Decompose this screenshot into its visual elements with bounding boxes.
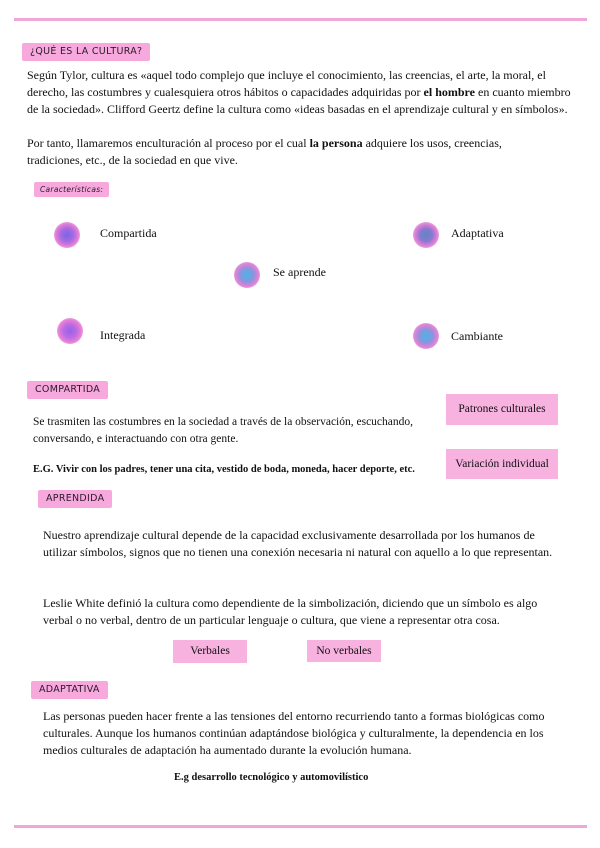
box-verbales: Verbales <box>173 640 247 663</box>
top-rule <box>14 18 587 21</box>
compartida-example: E.G. Vivir con los padres, tener una cita, vestido de boda, moneda, hacer deporte, etc. <box>33 464 415 475</box>
characteristic-se-aprende: Se aprende <box>273 265 326 279</box>
box-patrones-culturales: Patrones culturales <box>446 394 558 425</box>
heading-caracteristicas: Características: <box>34 182 109 197</box>
characteristic-adaptativa: Adaptativa <box>451 226 504 240</box>
compartida-text: Se trasmiten las costumbres en la sociedad a través de la observación, escuchando, conversando, e interactuando con otra gente. <box>33 416 414 445</box>
adaptativa-text: Las personas pueden hacer frente a las tensiones del entorno recurriendo tanto a formas biológicas como culturales. Aunque los humanos continúan adaptándose biológica y culturalmente, la dependencia en los medios culturales de adaptación ha aumentado durante la evolución humana. <box>43 709 545 757</box>
bullet-dot-adaptativa <box>413 222 439 248</box>
intro-p1-text-a: Según Tylor, cultura es «aquel todo complejo que incluye el conocimiento, las creencias, el arte, la moral, el derecho, las costumbres y cualesquiera otros hábitos o capacidades adquiridas por <box>27 68 546 99</box>
bullet-dot-se-aprende <box>234 262 260 288</box>
intro-p2-text-a: Por tanto, llamaremos enculturación al proceso por el cual <box>27 136 310 150</box>
intro-p2-bold: la persona <box>309 136 363 150</box>
intro-paragraph-2 <box>27 135 557 169</box>
characteristic-integrada: Integrada <box>100 328 146 342</box>
box-no-verbales: No verbales <box>307 640 381 662</box>
bullet-dot-cambiante <box>413 323 439 349</box>
box-variacion-individual: Variación individual <box>446 449 558 479</box>
bullet-dot-compartida <box>54 222 80 248</box>
intro-p2-text-b: adquiere los usos, creencias, tradiciones, etc., de la sociedad en que vive. <box>27 136 502 167</box>
intro-p1-bold: el hombre <box>423 85 475 99</box>
heading-compartida: COMPARTIDA <box>27 381 108 399</box>
adaptativa-example: E.g desarrollo tecnológico y automovilístico <box>174 772 369 783</box>
aprendida-paragraph-1: Nuestro aprendizaje cultural depende de la capacidad exclusivamente desarrollada por los humanos de utilizar símbolos, signos que no tienen una conexión necesaria ni natural con aquello a lo que representan. <box>43 528 553 559</box>
characteristic-compartida: Compartida <box>100 226 157 240</box>
heading-aprendida: APRENDIDA <box>38 490 112 508</box>
bullet-dot-integrada <box>57 318 83 344</box>
intro-paragraph-1 <box>27 67 572 118</box>
characteristic-cambiante: Cambiante <box>451 329 503 343</box>
heading-adaptativa: ADAPTATIVA <box>31 681 108 699</box>
bottom-rule <box>14 825 587 828</box>
intro-p1-text-b: en cuanto miembro de la sociedad». Clifford Geertz define la cultura como «ideas basadas en el aprendizaje cultural y en símbolos». <box>27 85 571 116</box>
heading-que-es-la-cultura: ¿QUÉ ES LA CULTURA? <box>22 43 150 61</box>
aprendida-paragraph-2: Leslie White definió la cultura como dependiente de la simbolización, diciendo que un símbolo es algo verbal o no verbal, dentro de un particular lenguaje o cultura, que viene a representar otra cosa. <box>43 596 538 627</box>
